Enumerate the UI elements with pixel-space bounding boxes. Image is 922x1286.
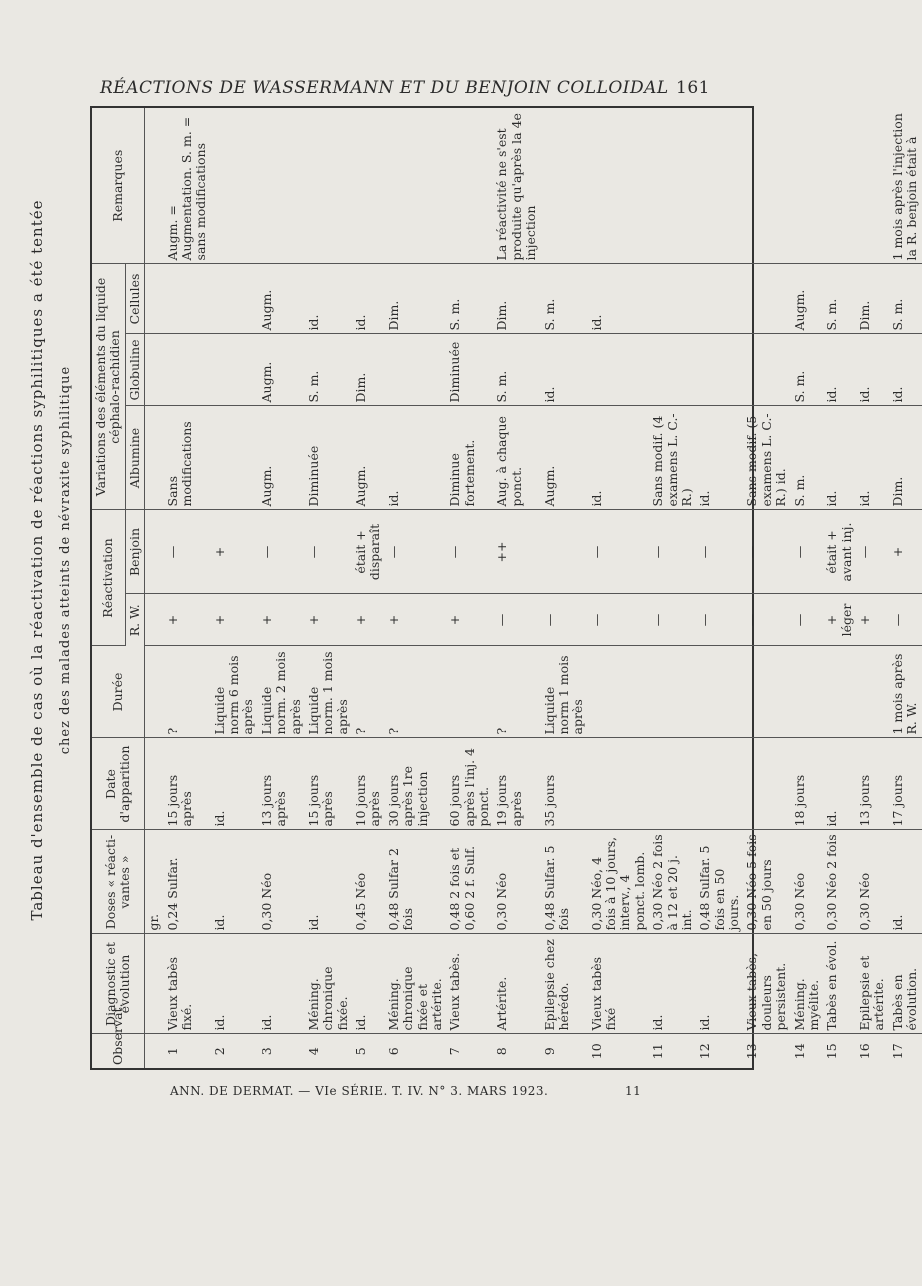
cell-dose: 0,30 Néo [856, 830, 889, 934]
cell-n: 8 [494, 1047, 510, 1056]
cell-alb: S. m. [791, 406, 824, 510]
cell-rem [823, 108, 856, 264]
cell-date [696, 738, 743, 830]
col-rw: R. W. [125, 594, 144, 646]
cell-glob: S. m. [305, 334, 352, 406]
cell-n: 10 [588, 1043, 604, 1060]
cell-cell: id. [305, 264, 352, 334]
page-footer [170, 1084, 690, 1098]
table-row [385, 108, 447, 1068]
cell-rem: La réactivité ne s'est produite qu'après la 4e injection [493, 108, 540, 264]
table-caption-line2: chez des malades atteints de névraxite syphilitique [58, 365, 73, 755]
cell-diag: id. [696, 934, 743, 1034]
cell-dose: 0,45 Néo [352, 830, 385, 934]
cell-n: 14 [791, 1043, 807, 1060]
cell-dose: 0,30 Néo [258, 830, 305, 934]
cell-alb: Dim. [889, 406, 922, 510]
cell-benj: ++ [493, 510, 540, 594]
cell-rw: — [588, 594, 650, 646]
cell-glob: id. [889, 334, 922, 406]
cell-glob: S. m. [791, 334, 824, 406]
cell-rem [352, 108, 385, 264]
cell-diag: Vieux tabès fixé. [164, 934, 211, 1034]
table-row [889, 108, 922, 1068]
cell-date [649, 738, 696, 830]
cell-dose: 0,30 Néo 2 fois à 12 et 20 j. int. [649, 830, 696, 934]
table-row [211, 108, 258, 1068]
cell-duree: Liquide norm 1 mois après [541, 646, 588, 738]
cell-duree: ? [493, 646, 540, 738]
cell-date: 15 jours après [305, 738, 352, 830]
table-row [541, 108, 588, 1068]
cell-cell: Augm. [791, 264, 824, 334]
cell-duree [446, 646, 493, 738]
cell-diag: Méning. myélite. [791, 934, 824, 1034]
cell-n: 11 [650, 1043, 666, 1060]
table-row [352, 108, 385, 1068]
rotated-table-wrap [92, 108, 920, 1068]
cell-rw: + léger [823, 594, 856, 646]
cell-rw: + [385, 594, 447, 646]
cell-cell: S. m. [541, 264, 588, 334]
cell-benj: — [696, 510, 743, 594]
cell-benj: — [588, 510, 650, 594]
cell-glob: id. [823, 334, 856, 406]
table-row [649, 108, 696, 1068]
cell-n: 4 [305, 1047, 321, 1056]
cell-rem [856, 108, 889, 264]
cell-glob: id. [541, 334, 588, 406]
col-doses: Doses « réacti-vantes » [92, 830, 145, 934]
cell-rem [791, 108, 824, 264]
cell-diag: Vieux tabès, douleurs persistent. [743, 934, 790, 1034]
col-diagnostic: Diagnostic et évolution [92, 934, 145, 1034]
cell-dose: 0,48 2 fois et 0,60 2 f. Sulf. [446, 830, 493, 934]
cell-alb: id. [856, 406, 889, 510]
cell-n: 3 [258, 1047, 274, 1056]
cell-cell [649, 264, 696, 334]
cell-n: 1 [164, 1047, 180, 1056]
cell-cell: S. m. [889, 264, 922, 334]
cell-rem: Augm. = Augmentation. S. m. = sans modifications [164, 108, 211, 264]
col-cellules: Cellules [125, 264, 144, 334]
cell-rem [743, 108, 790, 264]
cell-benj: était + avant inj. [823, 510, 856, 594]
unit-row [145, 108, 164, 1068]
cell-rw: + [352, 594, 385, 646]
cell-alb: Augm. [541, 406, 588, 510]
cell-duree: ? [352, 646, 385, 738]
cell-glob: Diminuée [446, 334, 493, 406]
cell-cell: Dim. [856, 264, 889, 334]
cell-n: 6 [385, 1047, 401, 1056]
cell-alb: Augm. [352, 406, 385, 510]
cell-diag: id. [352, 934, 385, 1034]
cell-alb: Sans modif. (4 examens L. C.-R.) [649, 406, 696, 510]
cell-duree [696, 646, 743, 738]
cell-n: 17 [889, 1043, 905, 1060]
table-frame [90, 106, 920, 1070]
cell-rw: + [856, 594, 889, 646]
cell-alb [211, 406, 258, 510]
cell-alb: Augm. [258, 406, 305, 510]
cell-diag: Méning. chronique fixée. [305, 934, 352, 1034]
cell-diag: Tabès en évol. [823, 934, 856, 1034]
col-obs: Observat. [92, 1034, 145, 1068]
col-albumine: Albumine [125, 406, 144, 510]
cell-alb: Sans modif. (5 examens L. C.-R.) id. [743, 406, 790, 510]
cell-benj: — [305, 510, 352, 594]
table-row [258, 108, 305, 1068]
cell-rem [211, 108, 258, 264]
cell-dose: 0,24 Sulfar. [164, 830, 211, 934]
cell-date: 60 jours après l'inj. 4 ponct. [446, 738, 493, 830]
cell-benj: + [889, 510, 922, 594]
cell-dose: 0,48 Sulfar. 5 fois [541, 830, 588, 934]
cell-diag: id. [258, 934, 305, 1034]
table-row [791, 108, 824, 1068]
table-row [588, 108, 650, 1068]
cell-cell: Augm. [258, 264, 305, 334]
cell-dose: 0,48 Sulfar 2 fois [385, 830, 447, 934]
cell-benj: — [385, 510, 447, 594]
cell-n: 12 [697, 1043, 713, 1060]
cell-glob: S. m. [493, 334, 540, 406]
cell-glob [164, 334, 211, 406]
cell-rw: — [743, 594, 790, 646]
cell-duree [823, 646, 856, 738]
cell-duree: Liquide norm 6 mois après [211, 646, 258, 738]
cell-date: 30 jours après 1re injection [385, 738, 447, 830]
cell-diag: Méning. chronique fixée et artérite. [385, 934, 447, 1034]
cell-alb: id. [588, 406, 650, 510]
cell-glob: Augm. [258, 334, 305, 406]
cell-benj: était + disparaît [352, 510, 385, 594]
cell-dose: id. [211, 830, 258, 934]
cell-rw: — [541, 594, 588, 646]
running-title: RÉACTIONS DE WASSERMANN ET DU BENJOIN COLLOIDAL [100, 78, 669, 98]
table-row [493, 108, 540, 1068]
cell-duree: 1 mois après R. W. [889, 646, 922, 738]
col-reactivation: Réactivation [92, 510, 125, 646]
cell-cell: id. [352, 264, 385, 334]
cell-rem [258, 108, 305, 264]
col-globuline: Globuline [125, 334, 144, 406]
cell-date: id. [211, 738, 258, 830]
cell-dose: 0,30 Néo [791, 830, 824, 934]
table-row [743, 108, 790, 1068]
cell-duree [649, 646, 696, 738]
cell-dose: 0,30 Néo [493, 830, 540, 934]
footer-citation: ANN. DE DERMAT. — VIe SÉRIE. T. IV. N° 3. MARS 1923. [170, 1084, 549, 1098]
cell-alb: Aug. à chaque ponct. [493, 406, 540, 510]
cell-n: 5 [353, 1047, 368, 1056]
cell-benj: — [743, 510, 790, 594]
cell-rw: — [889, 594, 922, 646]
cell-rw: + [446, 594, 493, 646]
cell-diag: Artérite. [493, 934, 540, 1034]
cell-rw: + [211, 594, 258, 646]
cell-duree: Liquide norm. 2 mois après [258, 646, 305, 738]
cell-benj: — [791, 510, 824, 594]
cell-dose: 0,30 Néo, 4 fois à 10 jours, interv., 4 ponct. lomb. [588, 830, 650, 934]
cell-duree [743, 646, 790, 738]
cell-diag: Tabès en évolution. [889, 934, 922, 1034]
cell-rem [446, 108, 493, 264]
cell-glob [649, 334, 696, 406]
table-row [856, 108, 889, 1068]
cell-cell [211, 264, 258, 334]
cell-rw: + [258, 594, 305, 646]
cell-benj: — [164, 510, 211, 594]
cell-rw: — [696, 594, 743, 646]
cell-rw: + [164, 594, 211, 646]
table-body [145, 108, 922, 1068]
cell-glob [743, 334, 790, 406]
cell-date: id. [823, 738, 856, 830]
table-row [164, 108, 211, 1068]
cell-benj: — [856, 510, 889, 594]
cell-date: 13 jours après [258, 738, 305, 830]
cell-duree: Liquide norm. 1 mois après [305, 646, 352, 738]
cell-n: 15 [824, 1043, 840, 1060]
cell-benj: + [211, 510, 258, 594]
observations-table [92, 108, 922, 1068]
cell-rem [385, 108, 447, 264]
cell-glob [385, 334, 447, 406]
cell-date: 35 jours [541, 738, 588, 830]
cell-benj: — [446, 510, 493, 594]
cell-n: 16 [857, 1043, 872, 1060]
cell-rw: — [649, 594, 696, 646]
cell-rem [696, 108, 743, 264]
cell-duree: ? [164, 646, 211, 738]
cell-glob: Dim. [352, 334, 385, 406]
cell-date [588, 738, 650, 830]
cell-glob [588, 334, 650, 406]
cell-cell: id. [588, 264, 650, 334]
cell-rem [541, 108, 588, 264]
cell-duree: ? [385, 646, 447, 738]
cell-glob: id. [856, 334, 889, 406]
cell-cell [164, 264, 211, 334]
cell-rw: — [791, 594, 824, 646]
cell-cell [696, 264, 743, 334]
cell-alb: Diminue fortement. [446, 406, 493, 510]
cell-glob [211, 334, 258, 406]
cell-diag: Epilepsie et artérite. [856, 934, 889, 1034]
cell-date: 10 jours après [352, 738, 385, 830]
cell-cell: S. m. [823, 264, 856, 334]
table-row [446, 108, 493, 1068]
cell-n: 13 [744, 1043, 760, 1060]
cell-rem [588, 108, 650, 264]
cell-alb: id. [823, 406, 856, 510]
col-remarques: Remarques [92, 108, 145, 264]
unit-gr: gr. [145, 830, 164, 934]
cell-diag: Vieux tabès fixé [588, 934, 650, 1034]
cell-date: 18 jours [791, 738, 824, 830]
cell-glob [696, 334, 743, 406]
cell-date: 19 jours après [493, 738, 540, 830]
cell-date: 15 jours après [164, 738, 211, 830]
col-benjoin: Benjoin [125, 510, 144, 594]
cell-dose: 0,30 Néo 2 fois [823, 830, 856, 934]
cell-n: 9 [541, 1047, 557, 1056]
cell-diag: Epilepsie chez hérédo. [541, 934, 588, 1034]
cell-duree [791, 646, 824, 738]
cell-diag: id. [211, 934, 258, 1034]
cell-diag: id. [649, 934, 696, 1034]
cell-dose: id. [305, 830, 352, 934]
table-row [305, 108, 352, 1068]
cell-date: 13 jours [856, 738, 889, 830]
cell-benj: — [649, 510, 696, 594]
cell-rem [649, 108, 696, 264]
cell-dose: 0,48 Sulfar. 5 fois en 50 jours. [696, 830, 743, 934]
cell-dose: 0,30 Néo 5 fois en 50 jours [743, 830, 790, 934]
col-date: Date d'apparition [92, 738, 145, 830]
cell-rw: + [305, 594, 352, 646]
cell-cell [743, 264, 790, 334]
cell-date [743, 738, 790, 830]
cell-benj [541, 510, 588, 594]
cell-n: 7 [447, 1047, 463, 1056]
cell-rw: — [493, 594, 540, 646]
cell-alb: Sans modifications [164, 406, 211, 510]
col-variations: Variations des éléments du liquide céphalo-rachidien [92, 264, 125, 510]
running-header [100, 74, 710, 102]
cell-rem [305, 108, 352, 264]
cell-cell: Dim. [385, 264, 447, 334]
cell-date: 17 jours [889, 738, 922, 830]
cell-dose: id. [889, 830, 922, 934]
footer-sheet-number: 11 [625, 1084, 642, 1098]
cell-duree [856, 646, 889, 738]
page-number: 161 [676, 78, 710, 98]
table-row [823, 108, 856, 1068]
cell-alb: Diminuée [305, 406, 352, 510]
cell-cell: S. m. [446, 264, 493, 334]
cell-alb: id. [696, 406, 743, 510]
table-row [696, 108, 743, 1068]
cell-alb: id. [385, 406, 447, 510]
cell-cell: Dim. [493, 264, 540, 334]
col-duree: Durée [92, 646, 145, 738]
cell-n: 2 [211, 1047, 227, 1056]
cell-diag: Vieux tabès. [446, 934, 493, 1034]
cell-duree [588, 646, 650, 738]
table-caption-line1: Tableau d'ensemble de cas où la réactivation de réactions syphilitiques a été tentée [28, 199, 46, 921]
cell-rem: 1 mois après l'injection la R. benjoin était à [889, 108, 922, 264]
cell-benj: — [258, 510, 305, 594]
